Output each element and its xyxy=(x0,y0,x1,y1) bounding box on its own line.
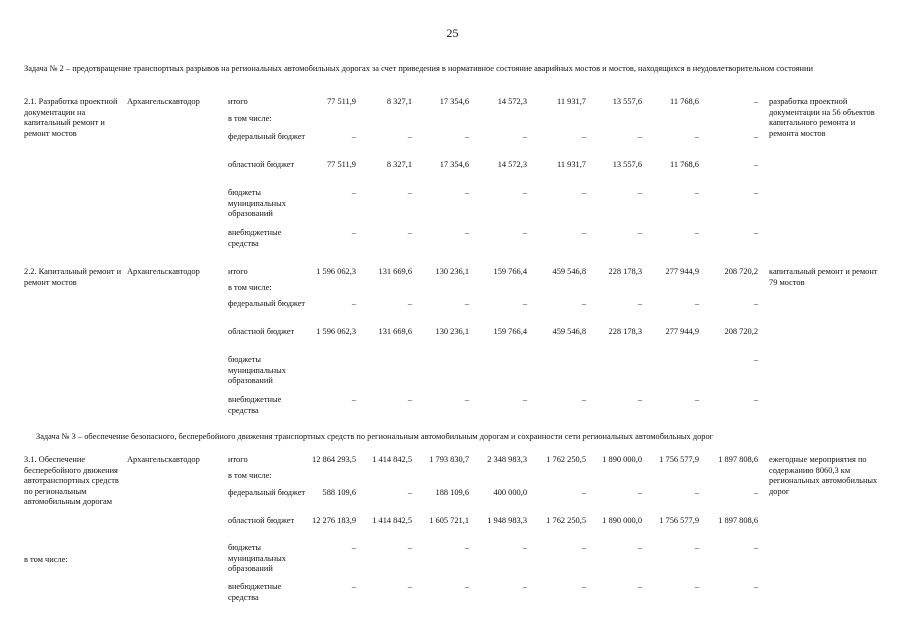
value-cell: 130 236,1 xyxy=(435,327,469,336)
value-cell: – xyxy=(753,132,758,141)
value-cell: – xyxy=(581,228,586,237)
value-cell: 1 793 830,7 xyxy=(429,455,469,464)
value-cell: – xyxy=(407,395,412,404)
value-cell: – xyxy=(522,132,527,141)
value-cell: – xyxy=(581,188,586,197)
value-cell: – xyxy=(464,395,469,404)
value-cell: – xyxy=(351,188,356,197)
value-cell: 1 890 000,0 xyxy=(602,516,642,525)
value-cell: 1 762 250,5 xyxy=(546,516,586,525)
value-cell: – xyxy=(753,299,758,308)
value-cell: 77 511,9 xyxy=(326,160,356,169)
value-cell: – xyxy=(464,228,469,237)
value-cell: 208 720,2 xyxy=(724,267,758,276)
value-cell: – xyxy=(351,582,356,591)
source-incl: в том числе: xyxy=(228,283,272,292)
value-cell: 17 354,6 xyxy=(439,97,469,106)
value-cell: 11 931,7 xyxy=(556,97,586,106)
value-cell: 1 756 577,9 xyxy=(659,455,699,464)
value-cell: 1 890 000,0 xyxy=(602,455,642,464)
value-cell: – xyxy=(753,355,758,364)
value-cell: – xyxy=(464,582,469,591)
source-federal: федеральный бюджет xyxy=(228,299,306,308)
value-cell: – xyxy=(522,228,527,237)
value-cell: 14 572,3 xyxy=(497,160,527,169)
value-cell: – xyxy=(637,228,642,237)
source-federal: федеральный бюджет xyxy=(228,488,306,497)
value-cell: – xyxy=(464,543,469,552)
value-cell: – xyxy=(351,543,356,552)
value-cell: 1 948 983,3 xyxy=(487,516,527,525)
value-cell: – xyxy=(753,543,758,552)
value-cell: – xyxy=(637,395,642,404)
item-executor: Архангельскавтодор xyxy=(127,97,200,106)
value-cell: 1 605 721,1 xyxy=(429,516,469,525)
source-incl: в том числе: xyxy=(228,114,272,123)
item-name: 2.2. Капитальный ремонт и ремонт мостов xyxy=(24,267,122,287)
value-cell: – xyxy=(581,299,586,308)
item-executor: Архангельскавтодор xyxy=(127,455,200,464)
source-municipal: бюджеты муниципальных образований xyxy=(228,543,286,574)
value-cell: – xyxy=(637,188,642,197)
item-name: 2.1. Разработка проектной документации на капитальный ремонт и ремонт мостов xyxy=(24,97,118,138)
value-cell: 1 414 842,5 xyxy=(372,516,412,525)
value-cell: – xyxy=(637,132,642,141)
value-cell: 77 511,9 xyxy=(326,97,356,106)
value-cell: 14 572,3 xyxy=(497,97,527,106)
value-cell: 459 546,8 xyxy=(552,267,586,276)
value-cell: 2 348 983,3 xyxy=(487,455,527,464)
value-cell: – xyxy=(581,582,586,591)
value-cell: – xyxy=(351,395,356,404)
value-cell: 400 000,0 xyxy=(493,488,527,497)
source-total: итого xyxy=(228,97,248,106)
source-municipal: бюджеты муниципальных образований xyxy=(228,355,286,386)
value-cell: – xyxy=(637,488,642,497)
value-cell: – xyxy=(753,160,758,169)
item-result: ежегодные мероприятия по содержанию 8060,3 км региональных автомобильных дорог xyxy=(769,455,878,496)
source-extra: внебюджетные средства xyxy=(228,582,282,602)
value-cell: 588 109,6 xyxy=(322,488,356,497)
task-3-heading xyxy=(36,432,884,443)
value-cell: 208 720,2 xyxy=(724,327,758,336)
source-regional: областной бюджет xyxy=(228,160,295,169)
value-cell: 228 178,3 xyxy=(608,327,642,336)
value-cell: 277 944,9 xyxy=(665,267,699,276)
value-cell: – xyxy=(407,299,412,308)
value-cell: 13 557,6 xyxy=(612,160,642,169)
source-total: итого xyxy=(228,455,248,464)
value-cell: 12 864 293,5 xyxy=(312,455,356,464)
item-result: разработка проектной документации на 56 объектов капитального ремонта и ремонта мостов xyxy=(769,97,875,138)
value-cell: – xyxy=(694,582,699,591)
source-incl: в том числе: xyxy=(228,471,272,480)
value-cell: – xyxy=(407,543,412,552)
value-cell: – xyxy=(407,582,412,591)
value-cell: – xyxy=(407,132,412,141)
value-cell: 1 897 808,6 xyxy=(718,455,758,464)
source-regional: областной бюджет xyxy=(228,516,295,525)
value-cell: – xyxy=(637,543,642,552)
value-cell: 1 596 062,3 xyxy=(316,327,356,336)
value-cell: – xyxy=(407,488,412,497)
value-cell: – xyxy=(407,228,412,237)
source-total: итого xyxy=(228,267,248,276)
task-2-heading xyxy=(24,64,872,75)
value-cell: – xyxy=(351,299,356,308)
source-extra: внебюджетные средства xyxy=(228,228,282,248)
value-cell: – xyxy=(753,188,758,197)
source-municipal: бюджеты муниципальных образований xyxy=(228,188,286,219)
item-result: капитальный ремонт и ремонт 79 мостов xyxy=(769,267,878,287)
value-cell: – xyxy=(522,543,527,552)
value-cell: – xyxy=(694,543,699,552)
value-cell: 17 354,6 xyxy=(439,160,469,169)
value-cell: – xyxy=(351,132,356,141)
item-name: 3.1. Обеспечение бесперебойного движения автотранспортных средств по региональным автомобильным дорогам xyxy=(24,455,119,507)
value-cell: – xyxy=(522,188,527,197)
value-cell: 130 236,1 xyxy=(435,267,469,276)
value-cell: – xyxy=(522,299,527,308)
value-cell: – xyxy=(407,188,412,197)
value-cell: – xyxy=(581,488,586,497)
value-cell: – xyxy=(753,228,758,237)
value-cell: 159 766,4 xyxy=(493,267,527,276)
value-cell: – xyxy=(694,188,699,197)
page-number: 25 xyxy=(446,26,459,40)
value-cell: – xyxy=(351,228,356,237)
value-cell: – xyxy=(581,395,586,404)
source-federal: федеральный бюджет xyxy=(228,132,306,141)
task-3-text: Задача № 3 – обеспечение безопасного, бесперебойного движения транспортных средств по региональным автомобильным дорогам и сохранности сети региональных автомобильных дорог xyxy=(36,432,714,441)
value-cell: 11 768,6 xyxy=(669,97,699,106)
value-cell: – xyxy=(637,299,642,308)
value-cell: 277 944,9 xyxy=(665,327,699,336)
value-cell: – xyxy=(753,582,758,591)
value-cell: – xyxy=(753,97,758,106)
value-cell: 11 931,7 xyxy=(556,160,586,169)
value-cell: – xyxy=(464,132,469,141)
value-cell: 188 109,6 xyxy=(435,488,469,497)
value-cell: 1 756 577,9 xyxy=(659,516,699,525)
value-cell: 459 546,8 xyxy=(552,327,586,336)
value-cell: – xyxy=(637,582,642,591)
value-cell: 12 276 183,9 xyxy=(312,516,356,525)
value-cell: – xyxy=(753,395,758,404)
source-regional: областной бюджет xyxy=(228,327,295,336)
item-executor: Архангельскавтодор xyxy=(127,267,200,276)
value-cell: – xyxy=(694,395,699,404)
value-cell: 1 897 808,6 xyxy=(718,516,758,525)
source-extra: внебюджетные средства xyxy=(228,395,282,415)
value-cell: 1 762 250,5 xyxy=(546,455,586,464)
value-cell: – xyxy=(694,299,699,308)
value-cell: – xyxy=(753,488,758,497)
value-cell: – xyxy=(581,132,586,141)
value-cell: 131 669,6 xyxy=(378,267,412,276)
value-cell: – xyxy=(464,188,469,197)
value-cell: 11 768,6 xyxy=(669,160,699,169)
value-cell: 159 766,4 xyxy=(493,327,527,336)
value-cell: 1 414 842,5 xyxy=(372,455,412,464)
value-cell: – xyxy=(694,488,699,497)
value-cell: 8 327,1 xyxy=(386,160,412,169)
value-cell: – xyxy=(464,299,469,308)
task-2-text: Задача № 2 – предотвращение транспортных разрывов на региональных автомобильных дорогах за счет приведения в нормативное состояние аварийных мостов и мостов, находящихся в неудовлетворительном состоянии xyxy=(24,64,813,73)
value-cell: 13 557,6 xyxy=(612,97,642,106)
item-name-note: в том числе: xyxy=(24,555,68,564)
value-cell: – xyxy=(522,395,527,404)
value-cell: 8 327,1 xyxy=(386,97,412,106)
value-cell: 1 596 062,3 xyxy=(316,267,356,276)
value-cell: – xyxy=(581,543,586,552)
value-cell: – xyxy=(694,132,699,141)
value-cell: 131 669,6 xyxy=(378,327,412,336)
value-cell: – xyxy=(694,228,699,237)
value-cell: – xyxy=(522,582,527,591)
value-cell: 228 178,3 xyxy=(608,267,642,276)
